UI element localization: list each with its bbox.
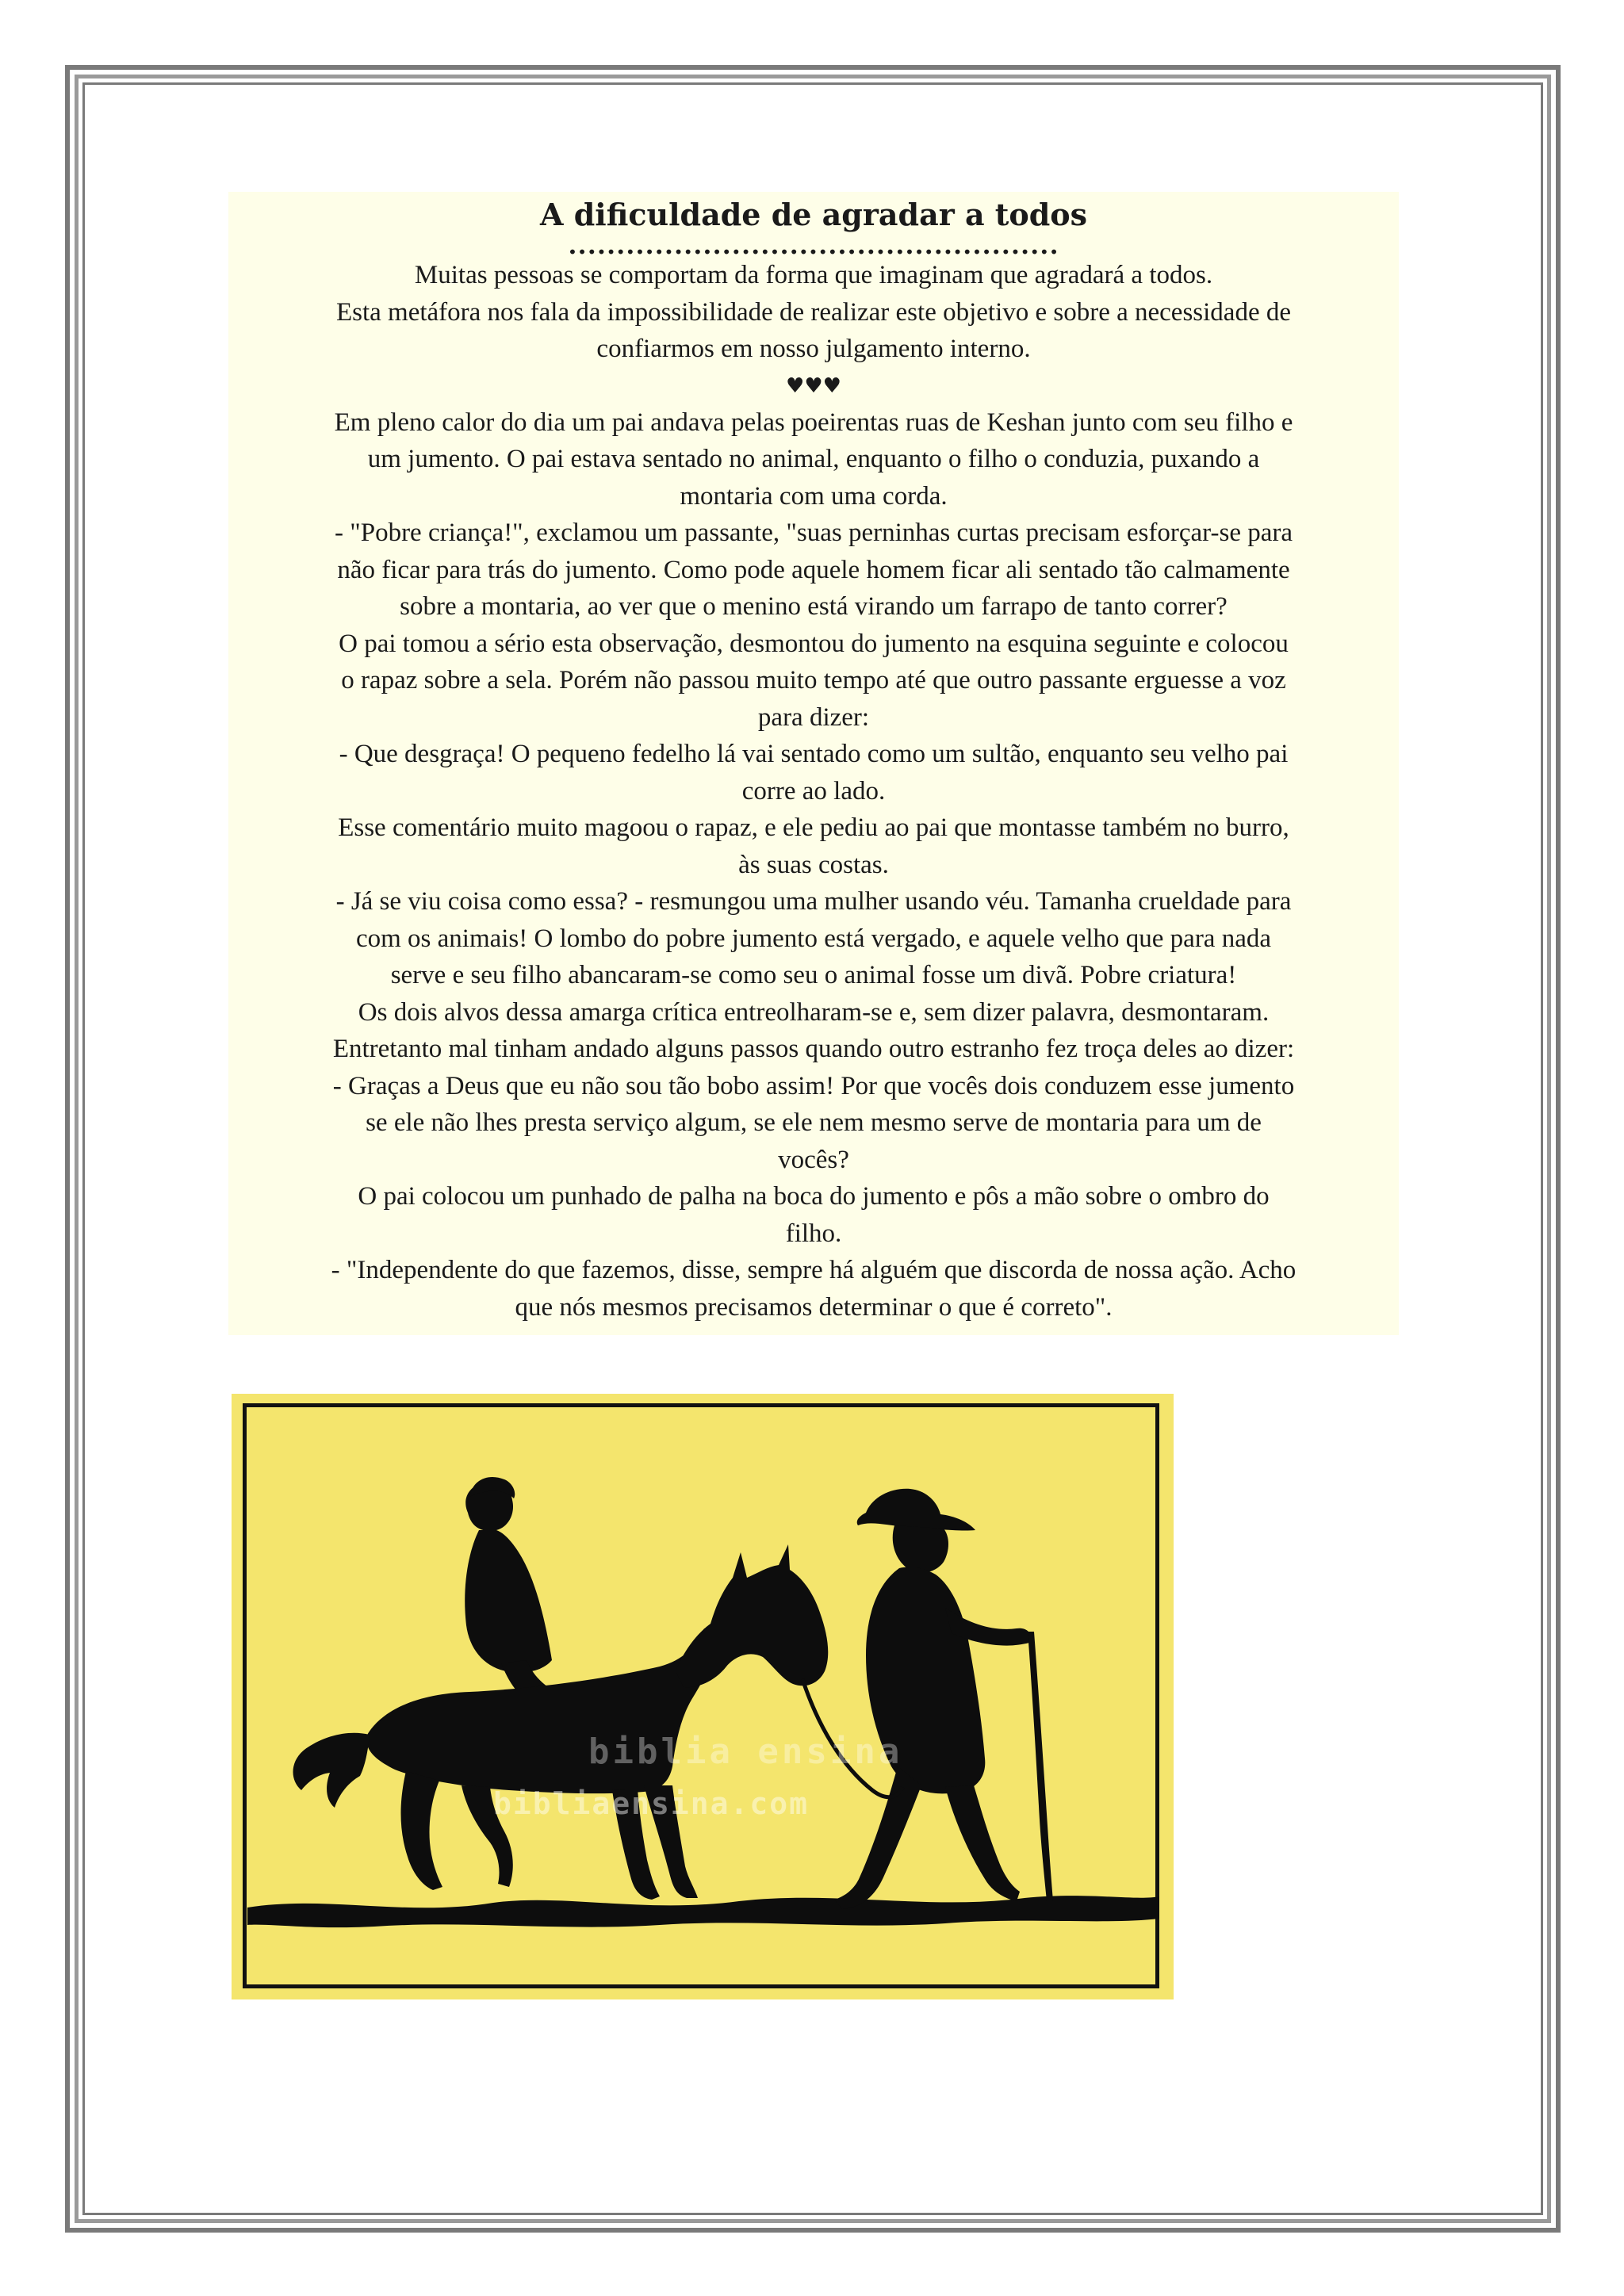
intro-line: Esta metáfora nos fala da impossibilidade de realizar este objetivo e sobre a necessidade de — [335, 297, 1292, 327]
story-line: um jumento. O pai estava sentado no animal, enquanto o filho o conduzia, puxando a — [367, 445, 1260, 473]
story-line: montaria com uma corda. — [680, 481, 948, 511]
man-leg — [945, 1785, 1020, 1901]
walking-staff — [1028, 1632, 1053, 1901]
watermark-text: biblia ensina — [588, 1732, 903, 1772]
story-line: para dizer: — [757, 702, 870, 732]
story-line: - Já se viu coisa como essa? - resmungou uma mulher usando véu. Tamanha crueldade para — [335, 887, 1292, 916]
story-line: se ele não lhes presta serviço algum, se ele nem mesmo serve de montaria para um de — [366, 1108, 1262, 1137]
hearts-divider: ♥♥♥ — [786, 373, 841, 398]
story-line: - Que desgraça! O pequeno fedelho lá vai sentado como um sultão, enquanto seu velho pai — [339, 740, 1289, 768]
silhouette-drawing — [232, 1394, 1174, 1999]
donkey-head — [676, 1544, 828, 1687]
story-line: com os animais! O lombo do pobre jumento está vergado, e aquele velho que para nada — [355, 924, 1272, 953]
story-line: não ficar para trás do jumento. Como pode aquele homem ficar ali sentado tão calmamente — [337, 555, 1290, 584]
story-line: corre ao lado. — [741, 776, 886, 806]
watermark-url: bibliaensina.com — [493, 1786, 810, 1821]
story-line: que nós mesmos precisamos determinar o que é correto". — [515, 1292, 1113, 1322]
story-panel — [228, 192, 1399, 1335]
ground-shadow — [247, 1896, 1159, 1927]
story-line: sobre a montaria, ao ver que o menino está virando um farrapo de tanto correr? — [400, 592, 1228, 621]
silhouette-illustration — [232, 1394, 1174, 1999]
story-line: Os dois alvos dessa amarga crítica entreolharam-se e, sem dizer palavra, desmontaram. — [358, 997, 1270, 1027]
story-line: serve e seu filho abancaram-se como seu o animal fosse um divã. Pobre criatura! — [390, 961, 1237, 989]
story-line: vocês? — [778, 1145, 849, 1174]
donkey-hind-leg — [401, 1771, 443, 1890]
story-title: A dificuldade de agradar a todos — [539, 197, 1088, 232]
man-head — [893, 1525, 948, 1573]
story-line: às suas costas. — [738, 850, 889, 879]
title-separator: ................................................... — [568, 230, 1059, 260]
boy-torso — [465, 1530, 552, 1672]
story-line: O pai tomou a sério esta observação, desmontou do jumento na esquina seguinte e colocou — [339, 629, 1289, 658]
story-line: - "Pobre criança!", exclamou um passante, "suas perninhas curtas precisam esforçar-se para — [335, 519, 1293, 547]
story-line: - "Independente do que fazemos, disse, sempre há alguém que discorda de nossa ação. Acho — [331, 1256, 1297, 1284]
man-leg — [834, 1766, 921, 1909]
story-line: o rapaz sobre a sela. Porém não passou muito tempo até que outro passante erguesse a voz — [341, 666, 1286, 695]
story-line: - Graças a Deus que eu não sou tão bobo assim! Por que vocês dois conduzem esse jumento — [332, 1071, 1295, 1100]
intro-line: Muitas pessoas se comportam da forma que imaginam que agradará a todos. — [414, 261, 1213, 289]
donkey-tail — [293, 1733, 370, 1808]
story-line: Em pleno calor do dia um pai andava pelas poeirentas ruas de Keshan junto com seu filho e — [334, 408, 1293, 437]
story-line: Esse comentário muito magoou o rapaz, e ele pediu ao pai que montasse também no burro, — [338, 813, 1289, 842]
story-line: O pai colocou um punhado de palha na boca do jumento e pôs a mão sobre o ombro do — [358, 1182, 1270, 1211]
story-line: Entretanto mal tinham andado alguns passos quando outro estranho fez troça deles ao dizer: — [332, 1035, 1295, 1063]
story-line: filho. — [785, 1219, 842, 1248]
man-hat — [857, 1489, 975, 1531]
silhouette-figures — [247, 1477, 1159, 1927]
intro-line: confiarmos em nosso julgamento interno. — [596, 335, 1031, 363]
